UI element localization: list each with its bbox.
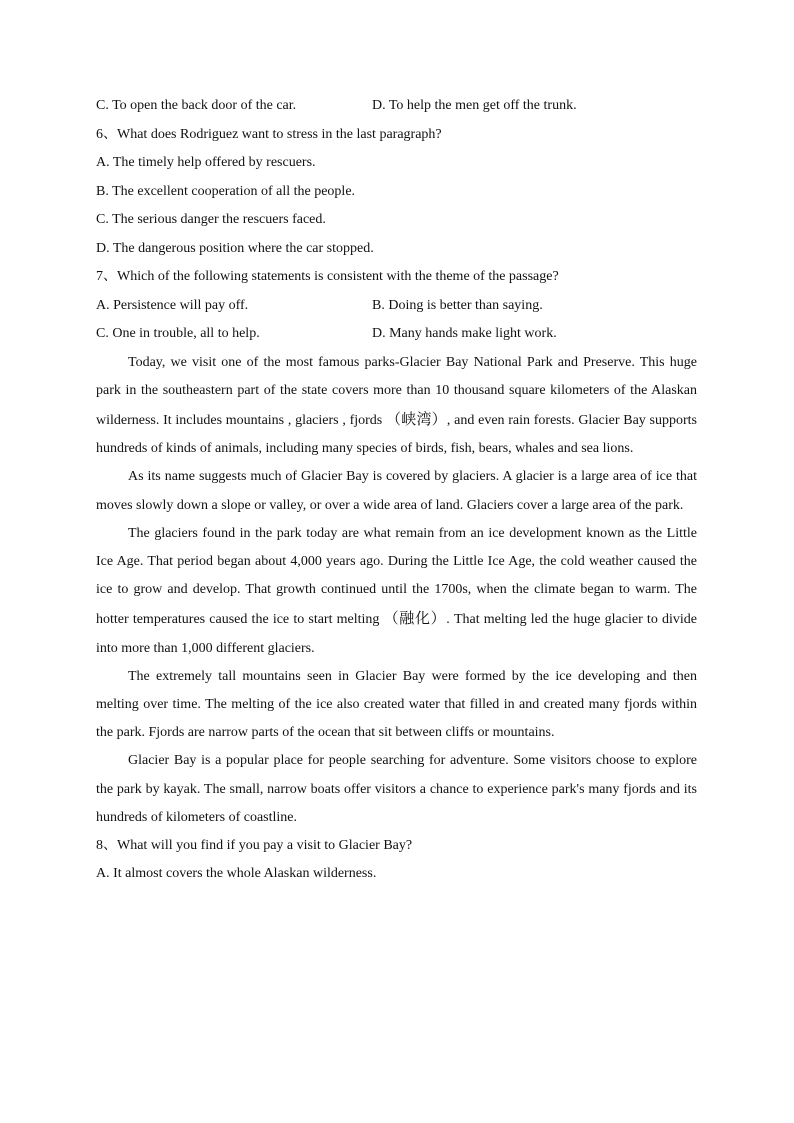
document-page: [96, 92, 697, 889]
passage-paragraph-4: The extremely tall mountains seen in Glacier Bay were formed by the ice developing and then melting over time. The melting of the ice also created water that filled in and created many fjords within the park. Fjords are narrow parts of the ocean that sit between cliffs or mountains.: [96, 668, 697, 741]
q6-option-c: C. The serious danger the rescuers faced.: [96, 212, 326, 227]
q7-option-d: D. Many hands make light work.: [372, 326, 557, 341]
q7-options-cd: [96, 320, 697, 349]
q6-option-a: A. The timely help offered by rescuers.: [96, 155, 316, 170]
passage-paragraph-1: [96, 349, 697, 464]
p1-text-a: Today, we visit one of the most famous parks-Glacier Bay National Park and Preserve. This huge park in the southeastern part of the state covers more than 10 thousand square kilometers of the Alaskan wilderness. It includes mountains , glaciers , fjords: [96, 354, 697, 428]
q7-options-ab: [96, 292, 697, 321]
q8-option-a: A. It almost covers the whole Alaskan wilderness.: [96, 866, 377, 882]
passage-paragraph-3: [96, 520, 697, 663]
q5-option-c: C. To open the back door of the car.: [96, 98, 297, 113]
q7-option-b: B. Doing is better than saying.: [372, 297, 543, 313]
q6-option-d: D. The dangerous position where the car stopped.: [96, 240, 374, 256]
p3-text-a: The glaciers found in the park today are what remain from an ice development known as the Little Ice Age. That period began about 4,000 years ago. During the Little Ice Age, the cold weather caused the ice to grow and develop. That growth continued until the 1700s, when the climate began to warm. The hotter temperatures caused the ice to start melting: [96, 525, 697, 628]
q7-option-a: A. Persistence will pay off.: [96, 297, 249, 313]
p1-annotation: （峡湾）: [385, 409, 447, 428]
q7-option-c: C. One in trouble, all to help.: [96, 326, 260, 341]
q5-option-d: D. To help the men get off the trunk.: [372, 98, 577, 113]
p3-text-b: . That melting led the huge glacier to divide into more than 1,000 different glaciers.: [96, 612, 697, 656]
q6-option-b: B. The excellent cooperation of all the people.: [96, 183, 356, 199]
p1-text-b: , and even rain forests. Glacier Bay supports hundreds of kinds of animals, including many species of birds, fish, bears, whales and sea lions.: [96, 412, 697, 457]
p3-annotation: （融化）: [383, 609, 447, 628]
q5-options-cd: [96, 92, 697, 121]
passage-paragraph-5: Glacier Bay is a popular place for people searching for adventure. Some visitors choose to explore the park by kayak. The small, narrow boats offer visitors a chance to experience park's many fjords and its hundreds of kilometers of coastline.: [96, 753, 697, 825]
q8-question: 8、What will you find if you pay a visit to Glacier Bay?: [96, 837, 413, 853]
q7-question: 7、Which of the following statements is consistent with the theme of the passage?: [96, 269, 559, 284]
q6-question: 6、What does Rodriguez want to stress in the last paragraph?: [96, 126, 442, 142]
passage-paragraph-2: As its name suggests much of Glacier Bay is covered by glaciers. A glacier is a large area of ice that moves slowly down a slope or valley, or over a wide area of land. Glaciers cover a large area of the park.: [96, 469, 697, 513]
